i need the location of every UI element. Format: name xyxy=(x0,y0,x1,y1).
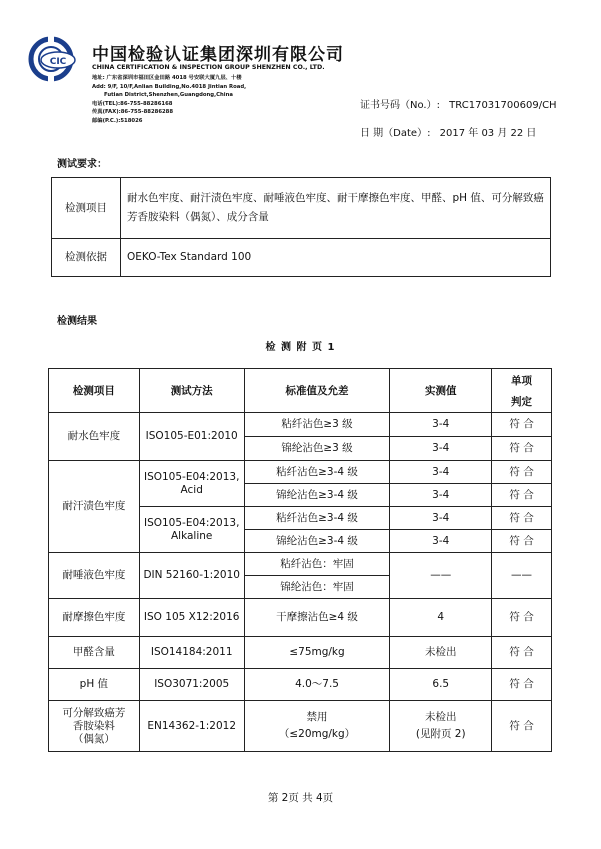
fax: 传真(FAX):86-755-88286288 xyxy=(92,109,174,116)
table-header-row xyxy=(49,369,552,413)
address-en-line-2: Futian District,Shenzhen,Guangdong,China xyxy=(104,92,233,99)
method-alkaline-line-1: ISO105-E04:2013, xyxy=(143,516,240,529)
header-judge-line-2: 判定 xyxy=(511,395,533,408)
measured-cell: 3-4 xyxy=(390,461,492,484)
item-saliva: 耐唾液色牢度 xyxy=(49,553,140,599)
certificate-number-value: TRC17031700609/CH xyxy=(449,100,557,111)
header-judge-line-1: 单项 xyxy=(511,374,533,387)
standard-cell: 粘纤沾色：牢固 xyxy=(244,553,390,576)
address-en-line-1: Add: 9/F, 10/F,Anlian Building,No.4018 Jintian Road, xyxy=(92,83,247,90)
measured-cell xyxy=(390,701,492,752)
judge-cell: 符 合 xyxy=(492,701,552,752)
requirements-table xyxy=(51,177,551,277)
judge-cell: 符 合 xyxy=(492,437,552,461)
company-name-cn: 中国检验认证集团深圳有限公司 xyxy=(92,45,344,65)
results-table xyxy=(48,368,552,752)
measured-cell: 3-4 xyxy=(390,437,492,461)
measured-cell: 3-4 xyxy=(390,530,492,553)
measured-cell: 未检出 xyxy=(390,637,492,669)
table-row xyxy=(49,413,552,437)
page-number: 第 2页 共 4页 xyxy=(267,792,334,804)
requirements-title: 测试要求： xyxy=(57,159,107,170)
standard-cell: 干摩擦沾色≥4 级 xyxy=(244,599,390,637)
judge-cell: 符 合 xyxy=(492,669,552,701)
appendix-title: 检 测 附 页 1 xyxy=(265,342,336,353)
item-azo-line-3: （偶氮） xyxy=(72,732,115,745)
judge-cell: 符 合 xyxy=(492,484,552,507)
table-row xyxy=(49,701,552,752)
method-formaldehyde: ISO14184:2011 xyxy=(139,637,244,669)
certificate-date-value: 2017 年 03 月 22 日 xyxy=(439,128,537,139)
method-azo: EN14362-1:2012 xyxy=(139,701,244,752)
measured-azo-line-2: (见附页 2) xyxy=(415,728,466,740)
item-formaldehyde: 甲醛含量 xyxy=(49,637,140,669)
judge-cell: 符 合 xyxy=(492,637,552,669)
standard-cell: 锦纶沾色≥3-4 级 xyxy=(244,484,390,507)
cic-logo xyxy=(28,36,88,82)
address-cn: 地址: 广东省深圳市福田区金田路 4018 号安联大厦九层、十楼 xyxy=(92,75,242,81)
method-perspiration-acid xyxy=(139,461,244,507)
item-azo-line-2: 香胺染料 xyxy=(72,719,115,732)
standard-cell: 锦纶沾色≥3 级 xyxy=(244,437,390,461)
item-ph: pH 值 xyxy=(49,669,140,701)
header-judge xyxy=(492,369,552,413)
method-ph: ISO3071:2005 xyxy=(139,669,244,701)
standard-cell: 锦纶沾色：牢固 xyxy=(244,576,390,599)
certificate-date xyxy=(360,124,536,139)
certificate-number xyxy=(360,96,557,111)
table-row xyxy=(49,461,552,484)
table-row xyxy=(52,239,551,277)
item-perspiration: 耐汗渍色牢度 xyxy=(49,461,140,553)
company-name-en: CHINA CERTIFICATION & INSPECTION GROUP SHENZHEN CO., LTD. xyxy=(92,64,325,71)
measured-cell: 3-4 xyxy=(390,484,492,507)
judge-cell: 符 合 xyxy=(492,461,552,484)
svg-text:CIC: CIC xyxy=(49,57,67,67)
table-row xyxy=(49,599,552,637)
judge-cell: 符 合 xyxy=(492,599,552,637)
results-title: 检测结果 xyxy=(57,316,97,327)
standard-cell: 锦纶沾色≥3-4 级 xyxy=(244,530,390,553)
telephone: 电话(TEL):86-755-88286168 xyxy=(92,100,173,107)
standard-cell: 4.0～7.5 xyxy=(244,669,390,701)
item-rubbing: 耐摩擦色牢度 xyxy=(49,599,140,637)
standard-cell: 粘纤沾色≥3-4 级 xyxy=(244,507,390,530)
method-alkaline-line-2: Alkaline xyxy=(171,529,213,542)
postcode: 邮编(P.C.):518026 xyxy=(92,117,143,124)
measured-cell: 6.5 xyxy=(390,669,492,701)
measured-cell: 3-4 xyxy=(390,413,492,437)
table-row xyxy=(49,669,552,701)
table-row xyxy=(49,637,552,669)
item-azo xyxy=(49,701,140,752)
method-acid-line-1: ISO105-E04:2013, xyxy=(143,470,240,483)
method-acid-line-2: Acid xyxy=(180,483,203,496)
header-standard: 标准值及允差 xyxy=(244,369,390,413)
standard-cell: 粘纤沾色≥3-4 级 xyxy=(244,461,390,484)
cic-logo-icon xyxy=(28,36,88,82)
requirement-value: 耐水色牢度、耐汗渍色牢度、耐唾液色牢度、耐干摩擦色牢度、甲醛、pH 值、可分解致癌芳香胺染料（偶氮）、成分含量 xyxy=(121,178,551,239)
standard-cell xyxy=(244,701,390,752)
certificate-number-label: 证书号码（No.）: xyxy=(360,100,440,111)
method-perspiration-alkaline xyxy=(139,507,244,553)
company-contact xyxy=(92,74,246,126)
standard-azo-line-1: 禁用 xyxy=(306,711,328,723)
standard-azo-line-2: （≤20mg/kg） xyxy=(278,728,356,740)
requirement-label: 检测依据 xyxy=(52,239,121,277)
item-water: 耐水色牢度 xyxy=(49,413,140,461)
header-measured: 实测值 xyxy=(390,369,492,413)
judge-cell: 符 合 xyxy=(492,530,552,553)
measured-cell: 4 xyxy=(390,599,492,637)
standard-cell: 粘纤沾色≥3 级 xyxy=(244,413,390,437)
method-saliva: DIN 52160-1:2010 xyxy=(139,553,244,599)
table-row xyxy=(52,178,551,239)
standard-cell: ≤75mg/kg xyxy=(244,637,390,669)
certificate-date-label: 日 期（Date）: xyxy=(360,128,431,139)
method-rubbing: ISO 105 X12:2016 xyxy=(139,599,244,637)
judge-cell: 符 合 xyxy=(492,507,552,530)
measured-azo-line-1: 未检出 xyxy=(424,711,457,723)
judge-cell: —— xyxy=(492,553,552,599)
measured-cell: 3-4 xyxy=(390,507,492,530)
header-method: 测试方法 xyxy=(139,369,244,413)
requirement-label: 检测项目 xyxy=(52,178,121,239)
method-water: ISO105-E01:2010 xyxy=(139,413,244,461)
requirement-value: OEKO-Tex Standard 100 xyxy=(121,239,551,277)
measured-cell: —— xyxy=(390,553,492,599)
header-item: 检测项目 xyxy=(49,369,140,413)
table-row xyxy=(49,553,552,576)
judge-cell: 符 合 xyxy=(492,413,552,437)
item-azo-line-1: 可分解致癌芳 xyxy=(62,706,126,719)
